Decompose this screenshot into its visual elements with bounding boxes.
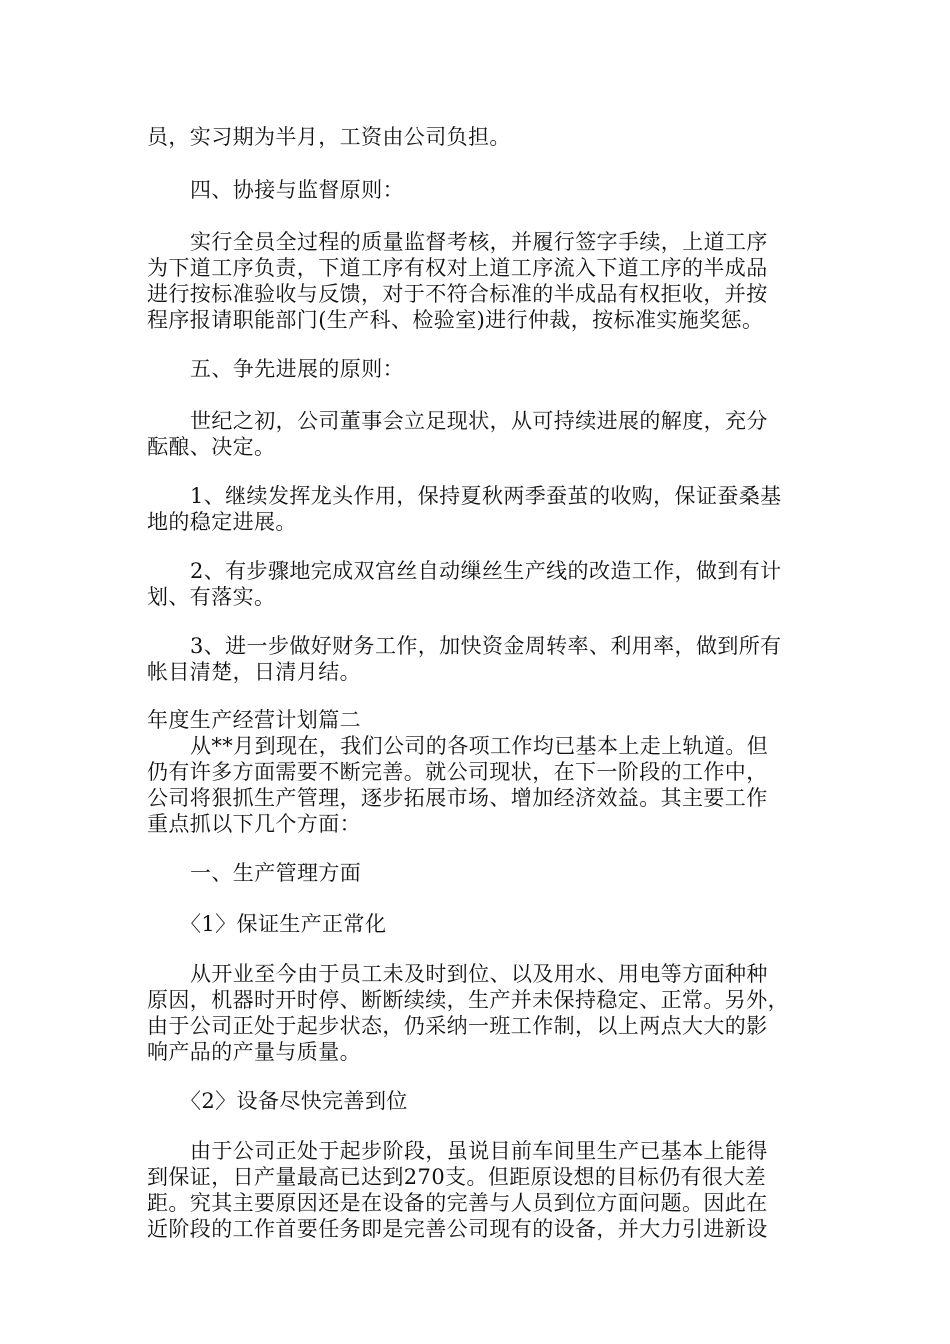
subheading-two: 〈2〉设备尽快完善到位 bbox=[180, 1089, 408, 1113]
section-heading-four: 四、协接与监督原则： bbox=[190, 178, 404, 202]
paragraph-line: 距。究其主要原因还是在设备的完善与人员到位方面问题。因此在 bbox=[147, 1191, 768, 1215]
paragraph-line: 由于公司正处于起步阶段，虽说目前车间里生产已基本上能得 bbox=[190, 1139, 768, 1163]
paragraph-line: 为下道工序负责，下道工序有权对上道工序流入下道工序的半成品 bbox=[147, 256, 768, 280]
paragraph-line: 员，实习期为半月，工资由公司负担。 bbox=[147, 125, 511, 149]
paragraph-line: 世纪之初，公司董事会立足现状，从可持续进展的解度，充分 bbox=[190, 409, 768, 433]
paragraph-line: 由于公司正处于起步状态，仍采纳一班工作制，以上两点大大的影 bbox=[147, 1014, 768, 1038]
section-heading-five: 五、争先进展的原则： bbox=[190, 357, 404, 381]
paragraph-line: 仍有许多方面需要不断完善。就公司现状，在下一阶段的工作中， bbox=[147, 760, 768, 784]
paragraph-line: 近阶段的工作首要任务即是完善公司现有的设备，并大力引进新设 bbox=[147, 1217, 768, 1241]
paragraph-line: 实行全员全过程的质量监督考核，并履行签字手续，上道工序 bbox=[190, 230, 768, 254]
section-title: 年度生产经营计划篇二 bbox=[147, 708, 361, 732]
list-item-continuation: 帐目清楚，日清月结。 bbox=[147, 660, 361, 684]
paragraph-line: 从开业至今由于员工未及时到位、以及用水、用电等方面种种 bbox=[190, 962, 768, 986]
paragraph-line: 从**月到现在，我们公司的各项工作均已基本上走上轨道。但 bbox=[190, 734, 769, 758]
paragraph-line: 进行按标准验收与反馈，对于不符合标准的半成品有权拒收，并按 bbox=[147, 282, 768, 306]
list-item: 3、进一步做好财务工作，加快资金周转率、利用率，做到所有 bbox=[190, 634, 782, 658]
subheading-one: 〈1〉保证生产正常化 bbox=[180, 912, 387, 936]
paragraph-line: 重点抓以下几个方面： bbox=[147, 812, 361, 836]
paragraph-line: 酝酿、决定。 bbox=[147, 435, 276, 459]
list-item-continuation: 地的稳定进展。 bbox=[147, 510, 297, 534]
section-heading-one: 一、生产管理方面 bbox=[190, 861, 362, 885]
list-item-continuation: 划、有落实。 bbox=[147, 585, 276, 609]
paragraph-line: 响产品的产量与质量。 bbox=[147, 1040, 361, 1064]
paragraph-line: 程序报请职能部门(生产科、检验室)进行仲裁，按标准实施奖惩。 bbox=[147, 308, 764, 332]
paragraph-line: 原因，机器时开时停、断断续续，生产并未保持稳定、正常。另外， bbox=[147, 988, 789, 1012]
paragraph-line: 到保证，日产量最高已达到270支。但距原设想的目标仍有很大差 bbox=[147, 1165, 767, 1189]
list-item: 1、继续发挥龙头作用，保持夏秋两季蚕茧的收购，保证蚕桑基 bbox=[190, 484, 782, 508]
paragraph-line: 公司将狠抓生产管理，逐步拓展市场、增加经济效益。其主要工作 bbox=[147, 786, 768, 810]
list-item: 2、有步骤地完成双宫丝自动缫丝生产线的改造工作，做到有计 bbox=[190, 559, 782, 583]
